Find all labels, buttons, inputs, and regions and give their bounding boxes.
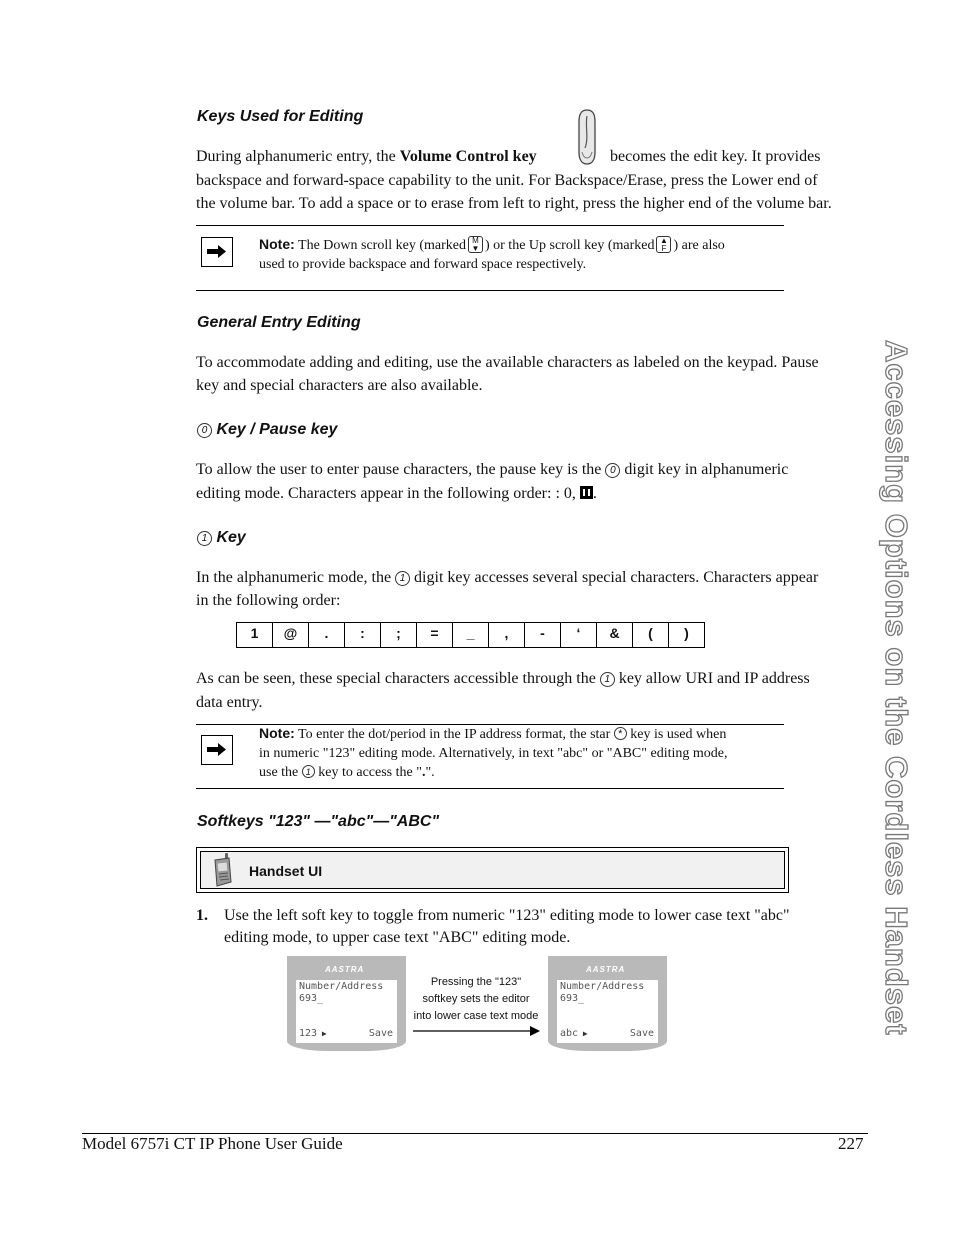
- keys-used-text-a: During alphanumeric entry, the: [196, 148, 400, 165]
- table-cell: (: [633, 623, 669, 648]
- digit-0-key-icon: 0: [605, 463, 620, 478]
- note2-line2: in numeric "123" editing mode. Alternatively, in text "abc" or "ABC" editing mode,: [259, 746, 728, 761]
- keys-used-line2: backspace and forward-space capability to the unit. For Backspace/Erase, press the Lower end of: [196, 172, 818, 189]
- digit-1-key-icon: 1: [395, 571, 410, 586]
- special-characters-table: [236, 622, 705, 648]
- softkey-save[interactable]: Save: [368, 1028, 393, 1039]
- section-heading-key0: [197, 421, 337, 439]
- table-cell: 1: [237, 623, 273, 648]
- table-cell: =: [417, 623, 453, 648]
- figure-caption: [408, 974, 544, 1025]
- section-heading-softkeys: Softkeys "123" —"abc"—"ABC": [197, 813, 440, 830]
- digit-1-key-icon: 1: [197, 531, 212, 546]
- play-arrow-icon: ▶: [317, 1029, 327, 1038]
- note2-line3: [259, 763, 435, 782]
- page-number: 227: [838, 1134, 864, 1153]
- keys-used-line1: [196, 145, 537, 169]
- after-table-text-b: key allow URI and IP address: [618, 670, 810, 687]
- aastra-logo: AASTRA: [586, 965, 626, 974]
- key0-text-end: .: [592, 485, 597, 502]
- keys-used-line1-end: becomes the edit key. It provides: [610, 148, 821, 165]
- note1-text-c: ) are also: [673, 238, 725, 253]
- section-heading-key1: [197, 529, 246, 547]
- star-key-icon: *: [614, 727, 627, 740]
- footer-title: Model 6757i CT IP Phone User Guide: [82, 1134, 343, 1153]
- note1-top-rule: [196, 225, 784, 226]
- scroll-down-key-icon: M ▼: [468, 236, 483, 253]
- key1-text-a: In the alphanumeric mode, the: [196, 569, 392, 586]
- table-cell: -: [525, 623, 561, 648]
- lcd-display-right: [557, 980, 658, 1043]
- table-cell: _: [453, 623, 489, 648]
- note2-text-e: ".: [425, 765, 435, 780]
- softkey-abc[interactable]: abc ▶: [560, 1028, 588, 1039]
- key0-line2: [196, 482, 597, 506]
- note1-bottom-rule: [196, 290, 784, 291]
- play-arrow-icon: ▶: [578, 1029, 588, 1038]
- table-cell: &: [597, 623, 633, 648]
- digit-1-key-icon: 1: [600, 672, 615, 687]
- note1-text-a: The Down scroll key (marked: [298, 238, 466, 253]
- key1-heading-text: Key: [216, 529, 246, 546]
- arrow-right-icon: [202, 736, 231, 763]
- table-row: [237, 623, 705, 648]
- softkey-123[interactable]: 123 ▶: [299, 1028, 327, 1039]
- handset-ui-label: Handset UI: [249, 863, 323, 879]
- lcd-display-left: [296, 980, 397, 1043]
- note2-dot: .: [421, 765, 426, 780]
- caption-line3: into lower case text mode: [413, 1010, 539, 1022]
- section-heading-keys-used: Keys Used for Editing: [197, 108, 364, 125]
- after-table-line1: [196, 667, 810, 691]
- note1-label: Note:: [259, 236, 295, 252]
- table-cell: ‘: [561, 623, 597, 648]
- key0-line1: [196, 458, 788, 482]
- volume-control-key-label: Volume Control key: [399, 148, 537, 165]
- pause-icon: [580, 486, 593, 499]
- table-cell: ,: [489, 623, 525, 648]
- side-title-text: Accessing Options on the Cordless Handset: [879, 340, 914, 1036]
- softkey-save[interactable]: Save: [629, 1028, 654, 1039]
- lcd-line2: 693_: [560, 993, 585, 1004]
- note2-line1: [259, 724, 726, 744]
- note1-line1: [259, 235, 725, 255]
- note2-arrow-box: [201, 735, 233, 765]
- key0-text-b: digit key in alphanumeric: [624, 461, 789, 478]
- section-heading-general: General Entry Editing: [197, 314, 361, 331]
- caption-line1: Pressing the "123": [430, 976, 522, 988]
- step-number: 1.: [196, 907, 208, 924]
- digit-0-key-icon: 0: [197, 423, 212, 438]
- lcd-line1: Number/Address: [299, 981, 384, 992]
- aastra-logo: AASTRA: [325, 965, 365, 974]
- side-title: [880, 340, 920, 1110]
- note1-arrow-box: [201, 237, 233, 267]
- after-table-line2: data entry.: [196, 694, 263, 711]
- note2-bottom-rule: [196, 788, 784, 789]
- general-line1: To accommodate adding and editing, use the available characters as labeled on the keypad. Pause: [196, 354, 819, 371]
- keys-used-line3: the volume bar. To add a space or to erase from left to right, press the higher end of the volume bar.: [196, 195, 832, 212]
- key1-text-b: digit key accesses several special characters. Characters appear: [414, 569, 819, 586]
- step-line2: editing mode, to upper case text "ABC" editing mode.: [224, 929, 571, 946]
- handset-screen-right: [548, 956, 667, 1051]
- key0-text-a: To allow the user to enter pause characters, the pause key is the: [196, 461, 602, 478]
- table-cell: .: [309, 623, 345, 648]
- general-line2: key and special characters are also available.: [196, 377, 483, 394]
- volume-key-icon: [576, 108, 598, 166]
- lcd-line2: 693_: [299, 993, 324, 1004]
- digit-1-key-icon: 1: [302, 765, 315, 778]
- key0-text-c: editing mode. Characters appear in the following order: : 0,: [196, 485, 576, 502]
- handset-icon: [207, 852, 235, 890]
- note1-line2: used to provide backspace and forward space respectively.: [259, 257, 587, 272]
- table-cell: ): [669, 623, 705, 648]
- note2-text-c: use the: [259, 765, 299, 780]
- arrow-right-icon: [412, 1024, 542, 1038]
- note2-text-a: To enter the dot/period in the IP address format, the star: [298, 727, 611, 742]
- table-cell: @: [273, 623, 309, 648]
- table-cell: ;: [381, 623, 417, 648]
- caption-line2: softkey sets the editor: [422, 993, 530, 1005]
- note1-text-b: ) or the Up scroll key (marked: [484, 238, 655, 253]
- lcd-line1: Number/Address: [560, 981, 645, 992]
- table-cell: :: [345, 623, 381, 648]
- key1-line1: [196, 566, 818, 590]
- key0-heading-text: Key / Pause key: [216, 421, 338, 438]
- key1-line2: in the following order:: [196, 592, 341, 609]
- scroll-up-key-icon: ▲ F: [656, 236, 671, 253]
- arrow-right-icon: [202, 238, 231, 265]
- step-line1: Use the left soft key to toggle from numeric "123" editing mode to lower case text "abc": [224, 907, 790, 924]
- note2-text-d: key to access the ": [318, 765, 422, 780]
- handset-screen-left: [287, 956, 406, 1051]
- after-table-text-a: As can be seen, these special characters accessible through the: [196, 670, 596, 687]
- note2-text-b: key is used when: [630, 727, 727, 742]
- note2-label: Note:: [259, 725, 295, 741]
